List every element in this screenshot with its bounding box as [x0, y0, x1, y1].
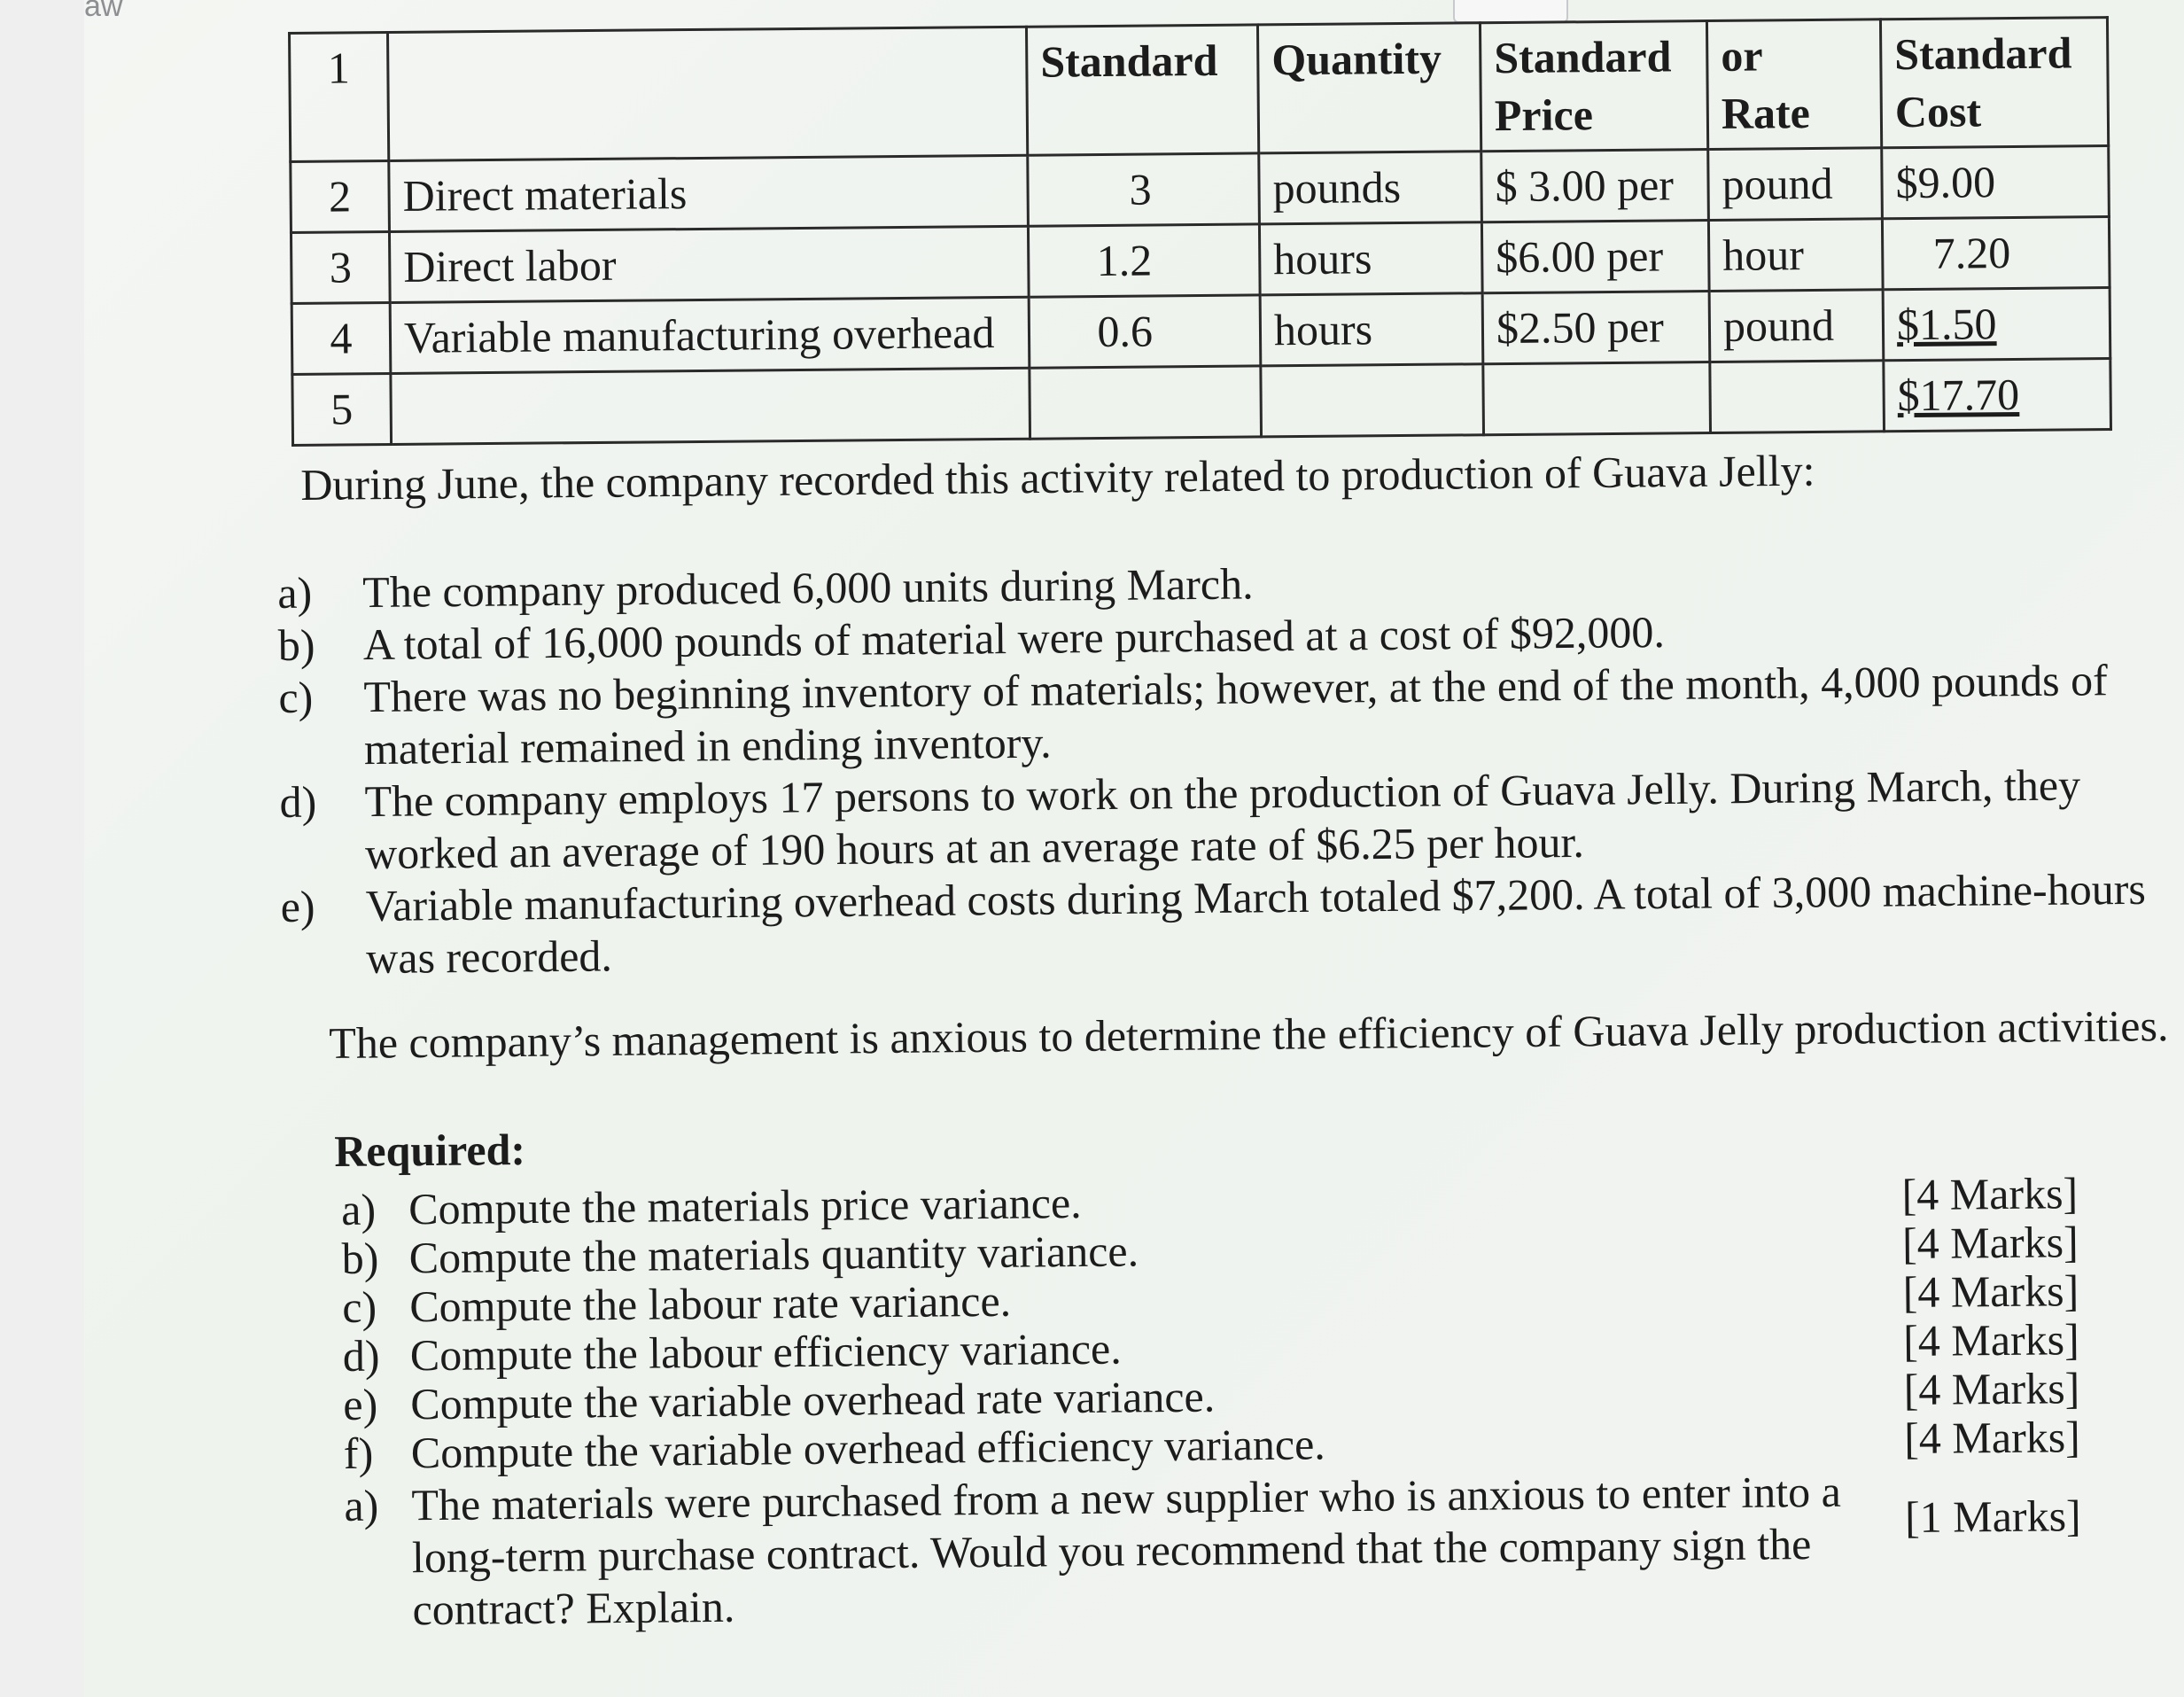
item-text: Compute the variable overhead efficiency variance. [410, 1419, 1326, 1478]
item-marks: [1 Marks] [1904, 1491, 2081, 1543]
row-item [391, 368, 1030, 444]
row-rate: pound [1709, 290, 1884, 362]
row-number: 5 [292, 374, 392, 446]
toolbar-text: aw [84, 0, 123, 23]
item-text: The company employs 17 persons to work on the production of Guava Jelly. During March, they worked an average of 190 hours at an average rate of $6.25 per hour. [364, 759, 2081, 879]
list-item [279, 759, 2149, 881]
row-cost [1883, 288, 2110, 361]
item-text: Compute the labour rate variance. [409, 1275, 1012, 1332]
standard-cost-table [288, 16, 2112, 447]
item-text: The company produced 6,000 units during March. [362, 558, 1254, 618]
item-label: d) [342, 1330, 380, 1381]
row-total-cost-value: $17.70 [1897, 369, 2020, 421]
row-unit: pounds [1259, 152, 1482, 224]
required-heading: Required: [334, 1124, 526, 1176]
header-quantity: Quantity [1257, 23, 1481, 153]
row-number: 4 [291, 303, 391, 375]
item-marks: [4 Marks] [1902, 1314, 2080, 1366]
row-qty [1030, 366, 1262, 439]
facts-list [277, 549, 2150, 985]
row-item: Variable manufacturing overhead [390, 297, 1030, 373]
row-number: 2 [291, 161, 390, 233]
item-label: c) [342, 1281, 377, 1332]
item-label: e) [343, 1379, 378, 1429]
row-total-cost [1884, 359, 2111, 432]
item-marks: [4 Marks] [1901, 1168, 2079, 1220]
table-row [292, 359, 2111, 446]
row-cost: $9.00 [1882, 146, 2110, 219]
item-label: a) [340, 1184, 377, 1234]
row-price: $6.00 per [1481, 221, 1709, 293]
row-price: $2.50 per [1482, 292, 1710, 364]
item-text: Compute the materials quantity variance. [408, 1226, 1139, 1283]
table-header-row [290, 18, 2109, 162]
row-rate: hour [1708, 219, 1883, 292]
row-price: $ 3.00 per [1481, 150, 1709, 222]
header-standard-price: Standard Price [1480, 21, 1707, 152]
list-item [344, 1463, 2082, 1637]
item-label: b) [277, 619, 315, 670]
item-marks: [4 Marks] [1903, 1363, 2080, 1415]
row-rate: pound [1708, 148, 1883, 221]
row-cost-value: $1.50 [1896, 299, 1997, 350]
item-text: Compute the labour efficiency variance. [409, 1323, 1122, 1381]
row-qty: 1.2 [1028, 224, 1260, 297]
header-standard-cost: Standard Cost [1880, 18, 2108, 148]
row-item: Direct materials [389, 155, 1029, 231]
item-marks: [4 Marks] [1901, 1217, 2079, 1269]
header-standard: Standard [1026, 25, 1258, 155]
row-number: 3 [291, 232, 390, 304]
header-row-number: 1 [290, 33, 389, 162]
row-unit [1261, 364, 1484, 437]
row-qty: 0.6 [1029, 295, 1261, 368]
header-or-rate: or Rate [1706, 19, 1881, 150]
row-unit: hours [1259, 222, 1482, 295]
item-label: e) [280, 881, 315, 931]
item-label: a) [344, 1480, 379, 1530]
row-item: Direct labor [389, 226, 1029, 302]
row-cost: 7.20 [1882, 217, 2110, 290]
row-unit: hours [1260, 293, 1483, 366]
list-item [278, 654, 2149, 776]
intro-text: During June, the company recorded this activity related to production of Guava Jelly: [300, 445, 1815, 510]
item-text: There was no beginning inventory of materials; however, at the end of the month, 4,000 pounds of material remained in ending inventory. [363, 655, 2108, 775]
problem-excerpt [84, 0, 2184, 1697]
item-marks: [4 Marks] [1902, 1265, 2079, 1318]
item-text: A total of 16,000 pounds of material were purchased at a cost of $92,000. [362, 606, 1666, 670]
item-text: Compute the materials price variance. [408, 1177, 1082, 1234]
row-price [1483, 362, 1711, 435]
item-text: Compute the variable overhead rate variance. [410, 1371, 1216, 1429]
list-item [280, 863, 2150, 985]
row-rate [1710, 361, 1885, 433]
item-label: f) [343, 1428, 374, 1478]
header-item [388, 27, 1028, 160]
management-text: The company’s management is anxious to determine the efficiency of Guava Jelly production activities. [329, 1000, 2169, 1068]
item-marks: [4 Marks] [1903, 1412, 2081, 1464]
item-text: The materials were purchased from a new supplier who is anxious to enter into a long-term purchase contract. Would you recommend that the company sign the contract? Explain. [411, 1466, 1842, 1635]
item-text: Variable manufacturing overhead costs during March totaled $7,200. A total of 3,000 machine-hours was recorded. [365, 863, 2147, 984]
document-page [84, 0, 2184, 1697]
item-label: b) [341, 1233, 379, 1283]
item-label: a) [277, 567, 313, 618]
row-qty: 3 [1028, 153, 1260, 226]
item-label: c) [278, 672, 314, 722]
required-list [340, 1168, 2082, 1637]
item-label: d) [279, 776, 317, 827]
